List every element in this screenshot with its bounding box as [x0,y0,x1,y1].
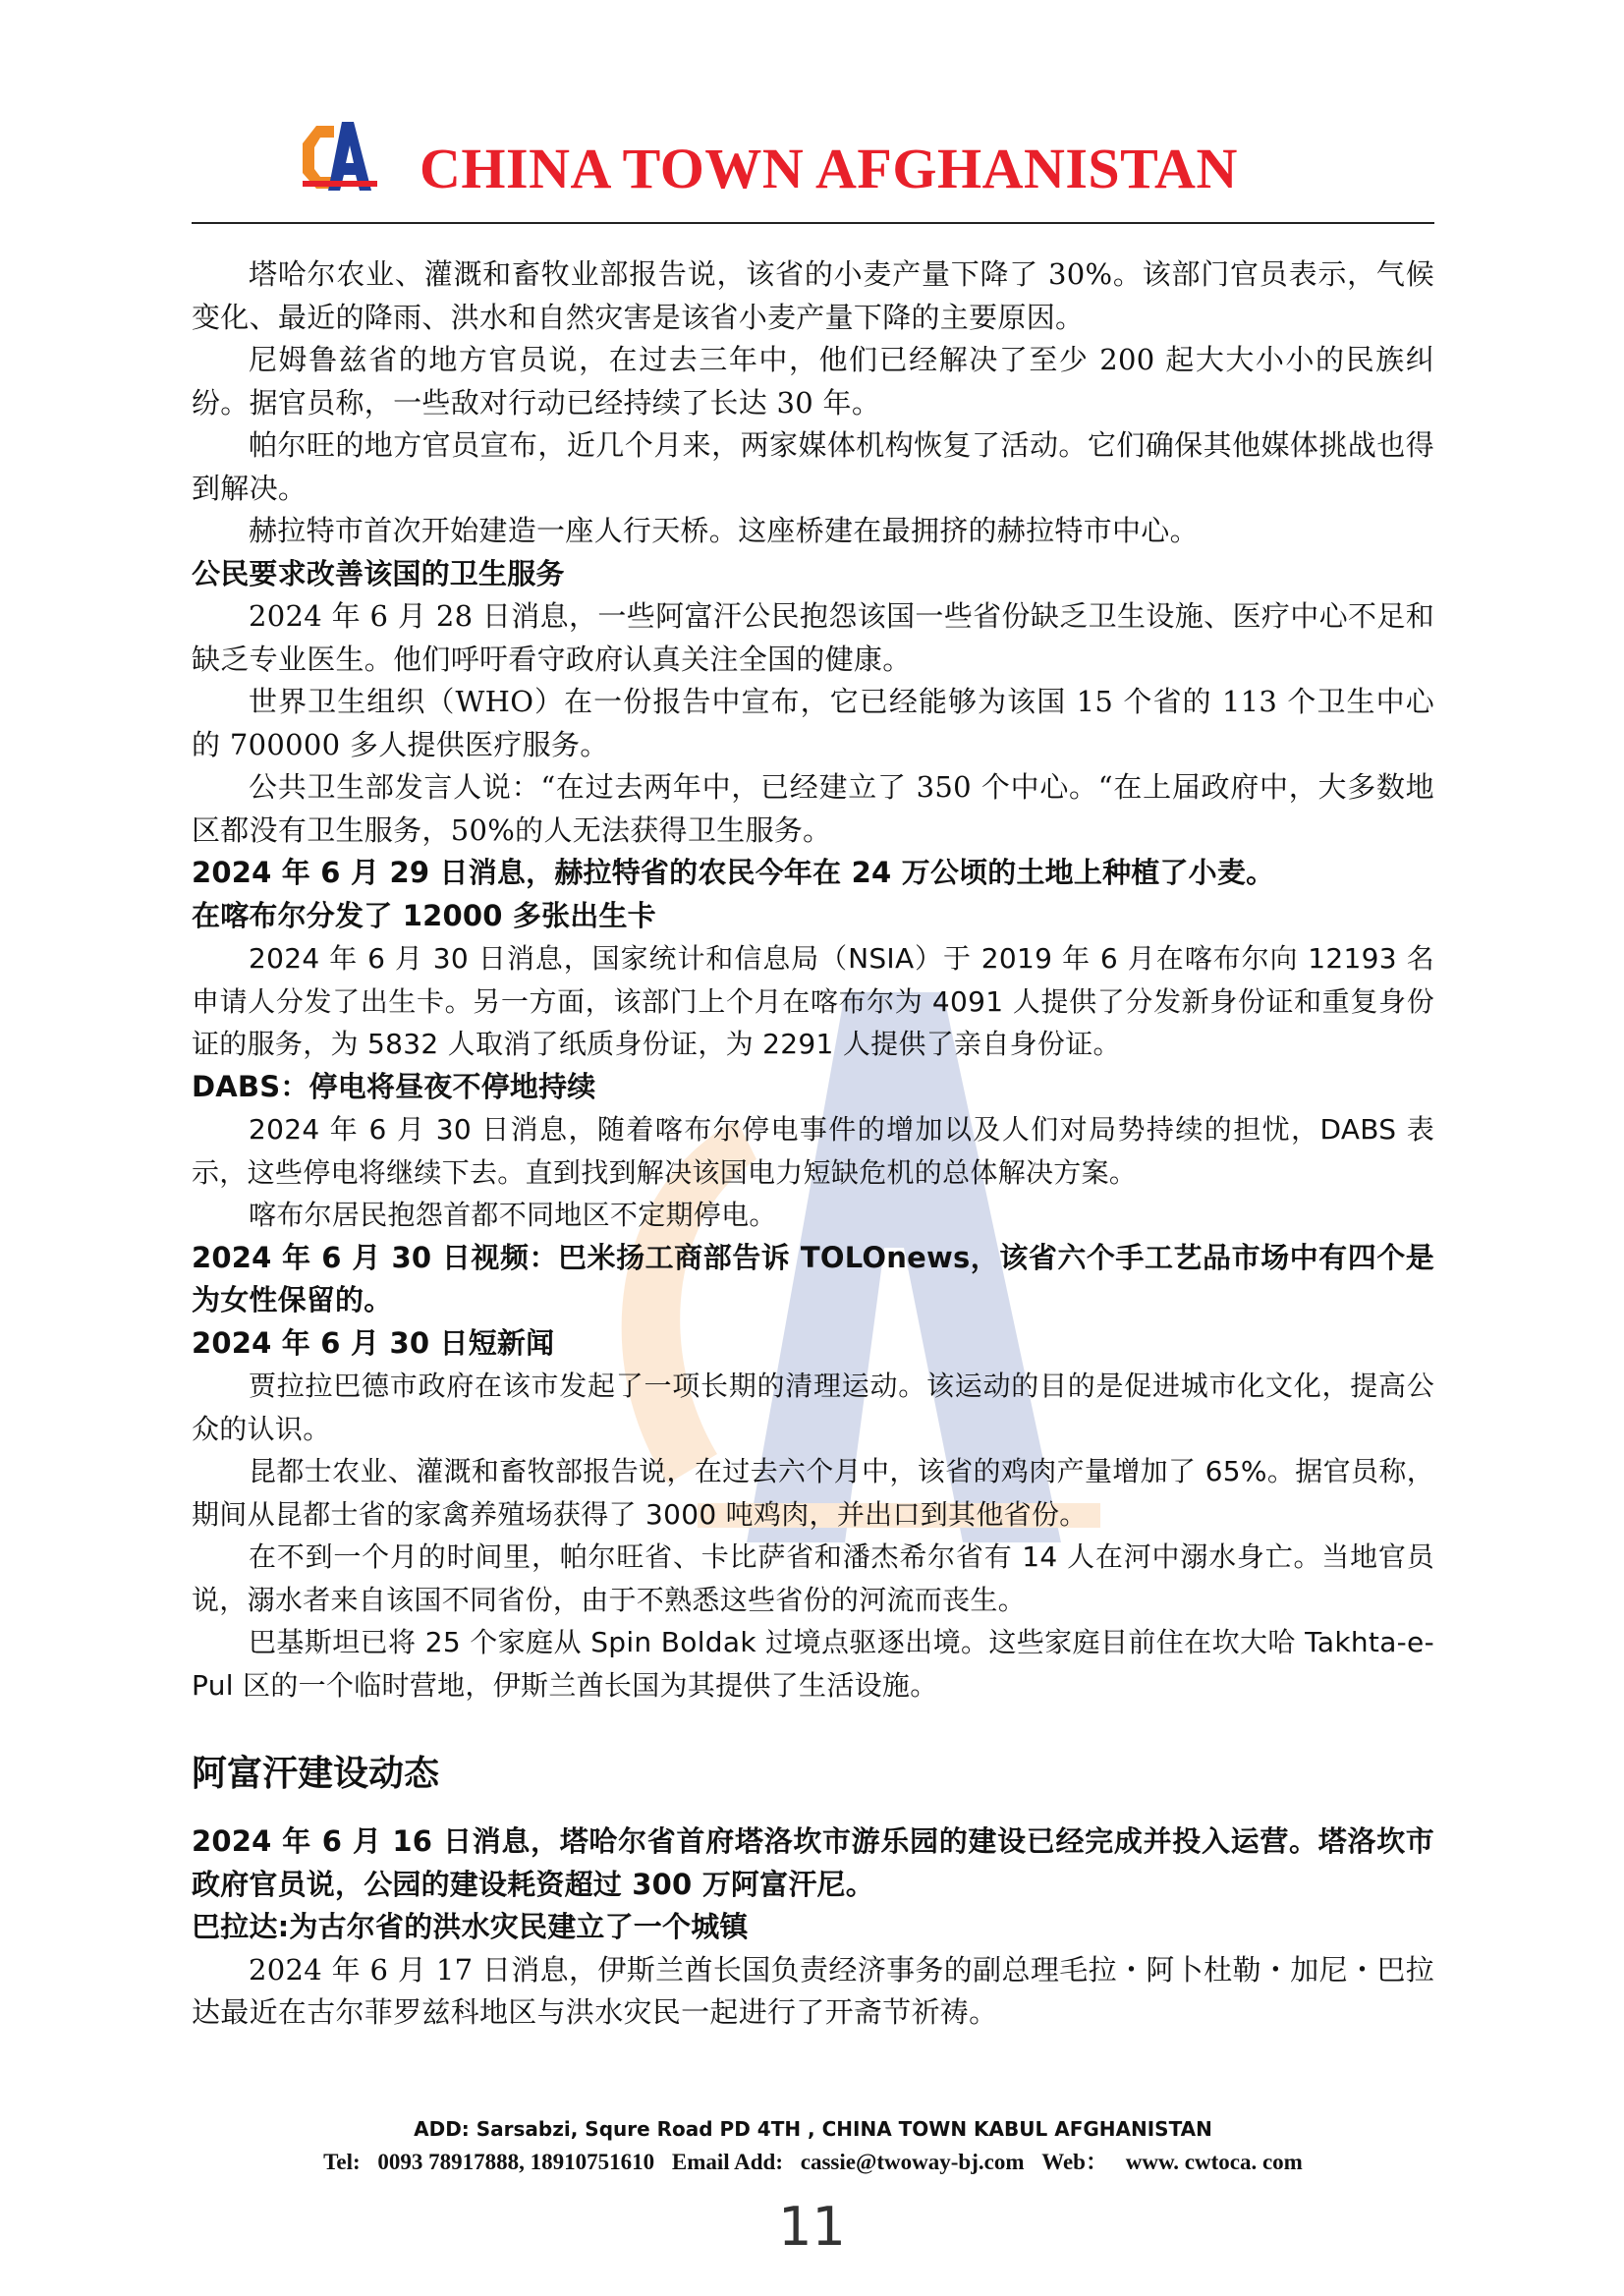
paragraph: 贾拉拉巴德市政府在该市发起了一项长期的清理运动。该运动的目的是促进城市化文化，提高公众的认识。 [192,1370,1434,1445]
china-town-logo-icon [295,118,383,196]
header-divider [192,222,1434,224]
article-body [192,253,1434,2035]
email-label: Email Add: [671,2150,784,2174]
news-heading: 2024 年 6 月 30 日视频：巴米扬工商部告诉 TOLOnews，该省六个手工艺品市场中有四个是为女性保留的。 [192,1240,1434,1316]
news-heading: DABS：停电将昼夜不停地持续 [192,1069,596,1103]
paragraph: 喀布尔居民抱怨首都不同地区不定期停电。 [249,1199,777,1231]
news-heading: 巴拉达:为古尔省的洪水灾民建立了一个城镇 [192,1910,749,1943]
news-heading: 2024 年 6 月 16 日消息，塔哈尔省首府塔洛坎市游乐园的建设已经完成并投入运营。塔洛坎市政府官员说，公园的建设耗资超过 300 万阿富汗尼。 [192,1824,1434,1901]
footer-address: ADD: Sarsabzi, Squre Road PD 4TH , CHINA TOWN KABUL AFGHANISTAN [414,2117,1212,2141]
paragraph: 2024 年 6 月 30 日消息，国家统计和信息局（NSIA）于 2019 年 6 月在喀布尔向 12193 名申请人分发了出生卡。另一方面，该部门上个月在喀布尔为 4091 人提供了分发新身份证和重复身份证的服务，为 5832 人取消了纸质身份证，为 2291 人提供了亲自身份证。 [192,942,1434,1060]
page-header [192,118,1434,228]
paragraph: 2024 年 6 月 17 日消息，伊斯兰酋长国负责经济事务的副总理毛拉・阿卜杜勒・加尼・巴拉达最近在古尔菲罗兹科地区与洪水灾民一起进行了开斋节祈祷。 [192,1952,1434,2029]
news-heading: 2024 年 6 月 29 日消息，赫拉特省的农民今年在 24 万公顷的土地上种植了小麦。 [192,856,1275,889]
paragraph: 在不到一个月的时间里，帕尔旺省、卡比萨省和潘杰希尔省有 14 人在河中溺水身亡。当地官员说，溺水者来自该国不同省份，由于不熟悉这些省份的河流而丧生。 [192,1540,1434,1616]
paragraph: 公共卫生部发言人说：“在过去两年中，已经建立了 350 个中心。“在上届政府中，大多数地区都没有卫生服务，50%的人无法获得卫生服务。 [192,770,1434,847]
paragraph: 巴基斯坦已将 25 个家庭从 Spin Boldak 过境点驱逐出境。这些家庭目前住在坎大哈 Takhta-e-Pul 区的一个临时营地，伊斯兰酋长国为其提供了生活设施。 [192,1626,1434,1702]
tel-label: Tel: [323,2150,361,2174]
paragraph: 塔哈尔农业、灌溉和畜牧业部报告说，该省的小麦产量下降了 30%。该部门官员表示，气候变化、最近的降雨、洪水和自然灾害是该省小麦产量下降的主要原因。 [192,257,1434,334]
news-heading: 2024 年 6 月 30 日短新闻 [192,1325,555,1360]
paragraph: 帕尔旺的地方官员宣布，近几个月来，两家媒体机构恢复了活动。它们确保其他媒体挑战也得到解决。 [192,428,1434,505]
email-value[interactable]: cassie@twoway-bj.com [800,2150,1025,2174]
paragraph: 世界卫生组织（WHO）在一份报告中宣布，它已经能够为该国 15 个省的 113 个卫生中心的 700000 多人提供医疗服务。 [192,685,1434,761]
tel-value: 0093 78917888, 18910751610 [377,2150,655,2174]
paragraph: 昆都士农业、灌溉和畜牧部报告说，在过去六个月中，该省的鸡肉产量增加了 65%。据官员称，期间从昆都士省的家禽养殖场获得了 3000 吨鸡肉，并出口到其他省份。 [192,1455,1434,1531]
news-heading: 公民要求改善该国的卫生服务 [192,556,565,590]
web-label: Web： [1041,2150,1108,2174]
section-title: 阿富汗建设动态 [192,1754,440,1794]
page-footer [192,2114,1434,2179]
paragraph: 2024 年 6 月 28 日消息，一些阿富汗公民抱怨该国一些省份缺乏卫生设施、医疗中心不足和缺乏专业医生。他们呼吁看守政府认真关注全国的健康。 [192,599,1434,676]
page-number: 11 [778,2196,846,2258]
footer-contact [192,2146,1434,2179]
news-heading: 在喀布尔分发了 12000 多张出生卡 [192,898,656,932]
paragraph: 2024 年 6 月 30 日消息，随着喀布尔停电事件的增加以及人们对局势持续的担忧，DABS 表示，这些停电将继续下去。直到找到解决该国电力短缺危机的总体解决方案。 [192,1113,1434,1189]
web-value[interactable]: www. cwtoca. com [1125,2150,1303,2174]
paragraph: 尼姆鲁兹省的地方官员说，在过去三年中，他们已经解决了至少 200 起大大小小的民族纠纷。据官员称，一些敌对行动已经持续了长达 30 年。 [192,343,1434,420]
paragraph: 赫拉特市首次开始建造一座人行天桥。这座桥建在最拥挤的赫拉特市中心。 [249,514,1199,547]
header-title: CHINA TOWN AFGHANISTAN [420,137,1238,200]
